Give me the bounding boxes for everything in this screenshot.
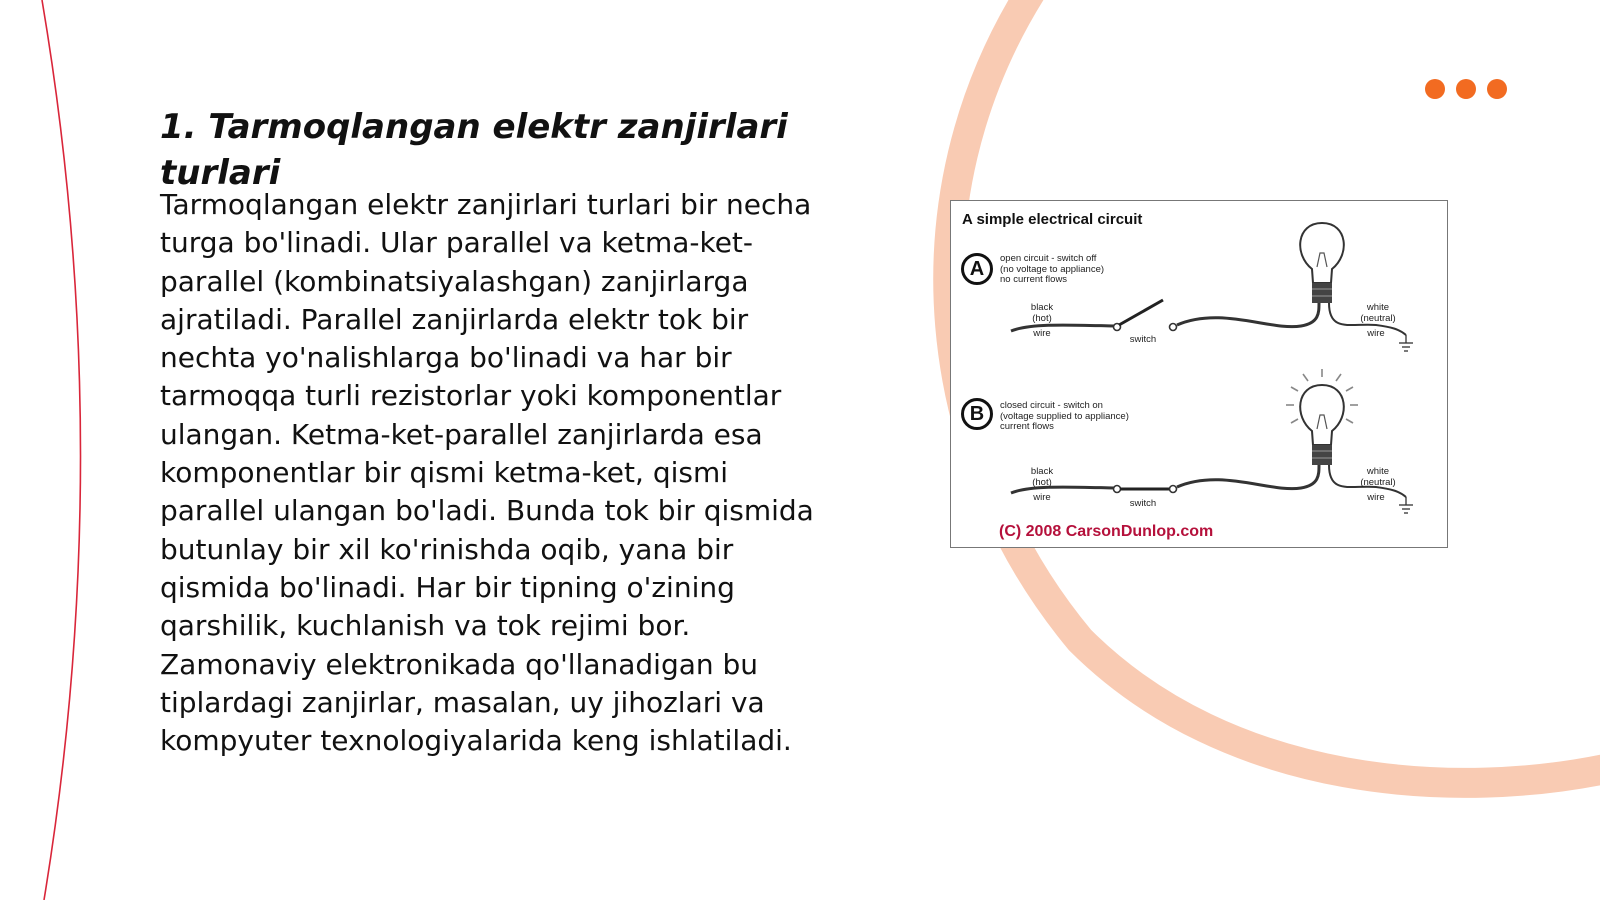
panel-a-note: open circuit - switch off (no voltage to appliance) no current flows bbox=[1000, 253, 1105, 285]
left-red-curve bbox=[42, 0, 81, 900]
slide-body-text: Tarmoqlangan elektr zanjirlari turlari bir necha turga bo'linadi. Ular parallel va ketma-ket-parallel (kombinatsiyalashgan) zanjirlarga ajratiladi. Parallel zanjirlarda elektr tok bir nechta yo'nalishlarga bo'linadi va har bir tarmoqqa turli rezistorlar yoki komponentlar ulangan. Ketma-ket-parallel zanjirlarda esa komponentlar bir qismi ketma-ket, qismi parallel ulangan bo'ladi. Bunda tok bir qismida butunlay bir xil ko'rinishda oqib, yana bir qismida bo'linadi. Har bir tipning o'zining qarshilik, kuchlanish va tok rejimi bor. Zamonaviy elektronikada qo'llanadigan bu tiplardagi zanjirlar, masalan, uy jihozlari va kompyuter texnologiyalarida keng ishlatiladi. bbox=[160, 188, 814, 758]
panel-b-black-label: black (hot) bbox=[1030, 466, 1054, 488]
figure-title: A simple electrical circuit bbox=[962, 211, 1143, 228]
figure-copyright: (C) 2008 CarsonDunlop.com bbox=[999, 523, 1214, 540]
panel-a-switch-label: switch bbox=[1129, 334, 1157, 345]
panel-b-note: closed circuit - switch on (voltage supplied to appliance) current flows bbox=[1000, 400, 1129, 432]
panel-a-black-label: black (hot) bbox=[1030, 302, 1054, 324]
bulb-a-icon bbox=[1300, 223, 1344, 303]
panel-b-switch-label: switch bbox=[1129, 498, 1157, 509]
bulb-b-icon bbox=[1286, 369, 1358, 465]
panel-a-wire-left: wire bbox=[1033, 328, 1051, 339]
circuit-figure bbox=[950, 200, 1448, 548]
dot-1 bbox=[1425, 79, 1445, 99]
panel-b-white-label: white (neutral) bbox=[1360, 466, 1396, 488]
switch-a-contact-right bbox=[1170, 324, 1177, 331]
switch-b-contact-left bbox=[1114, 486, 1121, 493]
ground-a-icon bbox=[1399, 335, 1413, 351]
menu-dots bbox=[1425, 79, 1507, 99]
panel-a-white-label: white (neutral) bbox=[1360, 302, 1396, 324]
dot-3 bbox=[1487, 79, 1507, 99]
panel-b-badge: B bbox=[961, 398, 993, 430]
wire-a-right bbox=[1177, 303, 1319, 327]
panel-b-wire-right: wire bbox=[1367, 492, 1385, 503]
wire-b-right bbox=[1177, 465, 1319, 489]
panel-a-badge: A bbox=[961, 253, 993, 285]
switch-a-lever bbox=[1119, 300, 1163, 325]
switch-b-contact-right bbox=[1170, 486, 1177, 493]
slide-title: 1. Tarmoqlangan elektr zanjirlari turlari bbox=[160, 107, 788, 193]
dot-2 bbox=[1456, 79, 1476, 99]
ground-b-icon bbox=[1399, 497, 1413, 513]
panel-b-wire-left: wire bbox=[1033, 492, 1051, 503]
panel-a-wire-right: wire bbox=[1367, 328, 1385, 339]
